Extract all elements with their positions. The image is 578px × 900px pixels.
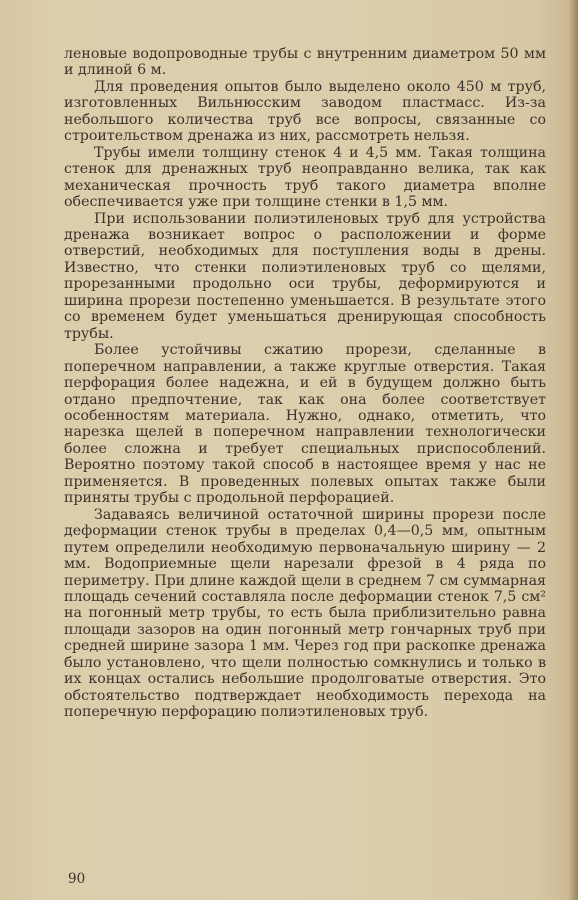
paragraph: Более устойчивы сжатию прорези, сделанные в поперечном направлении, а также круглые отверстия. Такая перфорация более надежна, и ей в будущем должно быть отдано предпочтение, так как она более соответствует особенностям материала. Нужно, однако, отметить, что нарезка щелей в поперечном направлении технологически более сложна и требует специальных приспособлений. Вероятно поэтому такой способ в настоящее время у нас не применяется. В проведенных полевых опытах также были приняты трубы с продольной перфорацией. bbox=[64, 342, 546, 507]
paragraph: При использовании полиэтиленовых труб для устройства дренажа возникает вопрос о расположении и форме отверстий, необходимых для поступления воды в дрены. Известно, что стенки полиэтиленовых труб со щелями, прорезанными продольно оси трубы, деформируются и ширина прорези постепенно уменьшается. В результате этого со временем будет уменьшаться дренирующая способность трубы. bbox=[64, 210, 546, 342]
paragraph: Задаваясь величиной остаточной ширины прорези после деформации стенок трубы в пределах 0,4—0,5 мм, опытным путем определили необходимую первоначальную ширину — 2 мм. Водоприемные щели нарезали фрезой в 4 ряда по периметру. При длине каждой щели в среднем 7 см суммарная площадь сечений составляла после деформации стенок 7,5 см² на погонный метр трубы, то есть была приблизительно равна площади зазоров на один погонный метр гончарных труб при средней ширине зазора 1 мм. Через год при раскопке дренажа было установлено, что щели полностью сомкнулись и только в их концах остались небольшие продолговатые отверстия. Это обстоятельство подтверждает необходимость перехода на поперечную перфорацию полиэтиленовых труб. bbox=[64, 506, 546, 721]
paragraph-continuation: леновые водопроводные трубы с внутренним диаметром 50 мм и длиной 6 м. bbox=[64, 46, 546, 79]
paragraph: Трубы имели толщину стенок 4 и 4,5 мм. Такая толщина стенок для дренажных труб неоправданно велика, так как механическая прочность труб такого диаметра вполне обеспечивается уже при толщине стенки в 1,5 мм. bbox=[64, 144, 546, 211]
page-number: 90 bbox=[68, 871, 86, 887]
paragraph: Для проведения опытов было выделено около 450 м труб, изготовленных Вильнюсским заводом пластмасс. Из-за небольшого количества труб все вопросы, связанные со строительством дренажа из них, рассмотреть нельзя. bbox=[64, 78, 546, 145]
body-text bbox=[64, 46, 546, 721]
